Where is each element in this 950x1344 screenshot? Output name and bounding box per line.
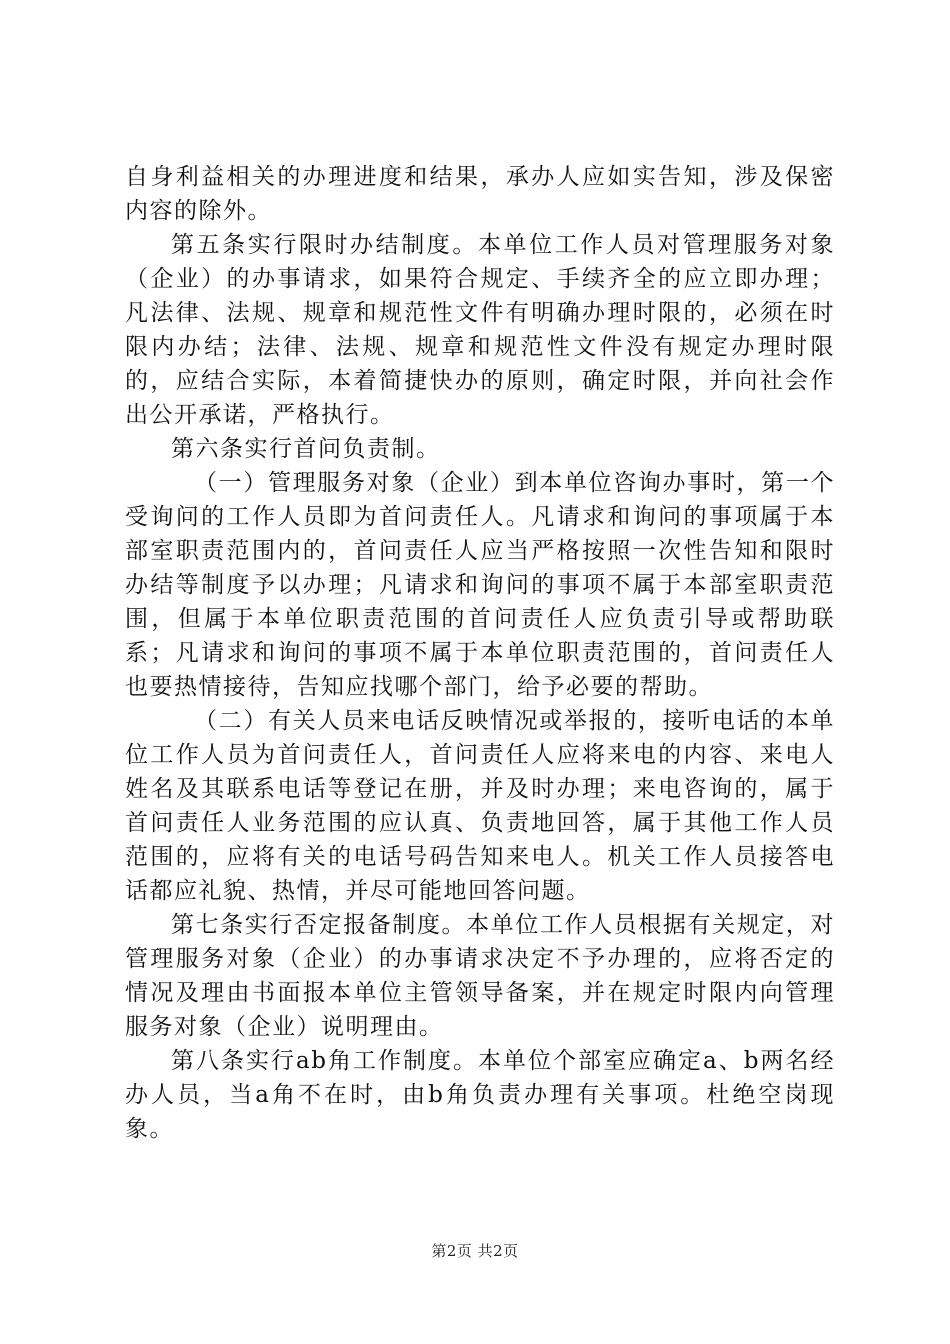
paragraph-article-5: 第五条实行限时办结制度。本单位工作人员对管理服务对象（企业）的办事请求，如果符合规定、手续齐全的应立即办理；凡法律、法规、规章和规范性文件有明确办理时限的，必须在时限内办结；法律、法规、规章和规范性文件没有规定办理时限的，应结合实际，本着简捷快办的原则，确定时限，并向社会作出公开承诺，严格执行。 xyxy=(125,232,835,428)
paragraph-continuation: 自身利益相关的办理进度和结果，承办人应如实告知，涉及保密内容的除外。 xyxy=(125,164,835,224)
paragraph-article-6: 第六条实行首问负责制。 xyxy=(171,436,441,462)
paragraph-article-8: 第八条实行ab角工作制度。本单位个部室应确定a、b两名经办人员，当a角不在时，由b角负责办理有关事项。杜绝空岗现象。 xyxy=(125,1048,835,1142)
document-body xyxy=(125,160,835,1146)
paragraph-article-6-item-1: （一）管理服务对象（企业）到本单位咨询办事时，第一个受询问的工作人员即为首问责任人。凡请求和询问的事项属于本部室职责范围内的，首问责任人应当严格按照一次性告知和限时办结等制度予以办理；凡请求和询问的事项不属于本部室职责范围，但属于本单位职责范围的首问责任人应负责引导或帮助联系；凡请求和询问的事项不属于本单位职责范围的，首问责任人也要热情接待，告知应找哪个部门，给予必要的帮助。 xyxy=(125,470,835,700)
paragraph-article-6-item-2: （二）有关人员来电话反映情况或举报的，接听电话的本单位工作人员为首问责任人，首问责任人应将来电的内容、来电人姓名及其联系电话等登记在册，并及时办理；来电咨询的，属于首问责任人业务范围的应认真、负责地回答，属于其他工作人员范围的，应将有关的电话号码告知来电人。机关工作人员接答电话都应礼貌、热情，并尽可能地回答问题。 xyxy=(125,708,835,904)
paragraph-article-7: 第七条实行否定报备制度。本单位工作人员根据有关规定，对管理服务对象（企业）的办事请求决定不予办理的，应将否定的情况及理由书面报本单位主管领导备案，并在规定时限内向管理服务对象（企业）说明理由。 xyxy=(125,912,835,1040)
page-footer xyxy=(0,1240,950,1261)
page-number-label: 第2页 共2页 xyxy=(431,1242,519,1260)
